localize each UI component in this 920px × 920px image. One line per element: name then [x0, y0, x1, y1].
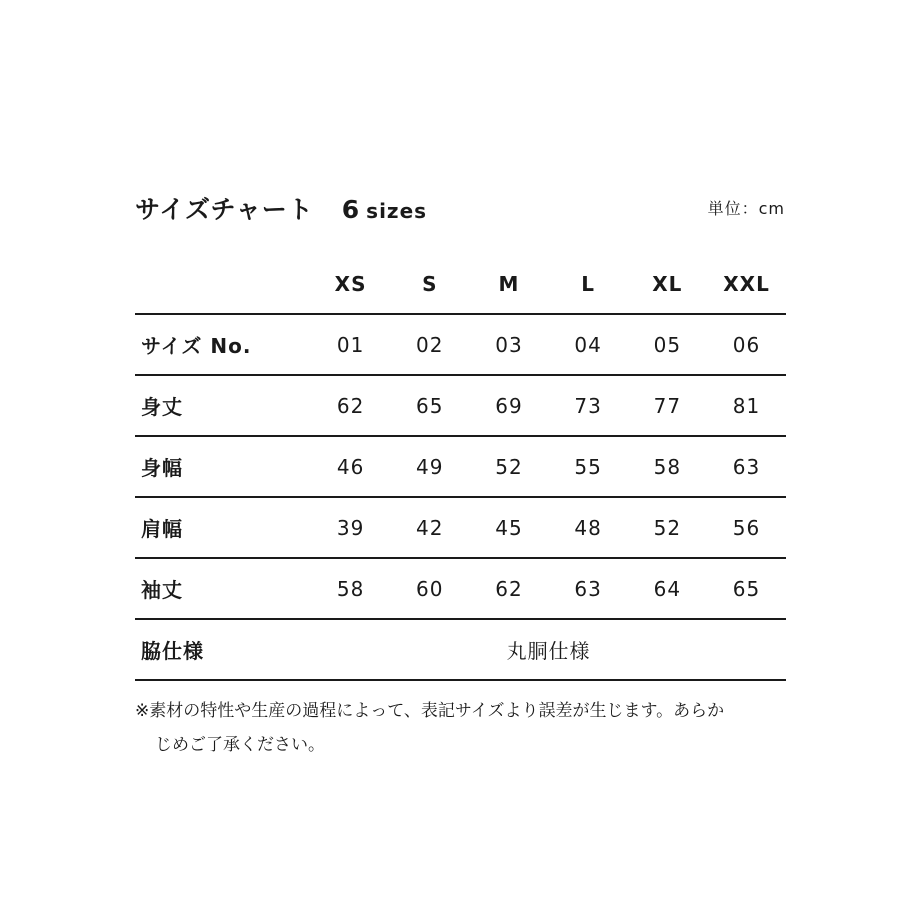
- table-row: [135, 497, 786, 558]
- table-cell: 01: [336, 332, 365, 357]
- table-cell: 05: [653, 332, 682, 357]
- table-cell: 45: [495, 515, 523, 540]
- side-seam-value: 丸胴仕様: [506, 639, 591, 663]
- footnote-line-1: ※素材の特性や生産の過程によって、表記サイズより誤差が生じます。あらか: [135, 701, 725, 721]
- chart-header: [135, 190, 785, 230]
- table-cell: 03: [495, 332, 523, 357]
- table-row: [135, 558, 786, 619]
- table-cell: 60: [416, 576, 444, 601]
- table-cell: 46: [336, 454, 365, 479]
- row-label: サイズ No.: [141, 334, 252, 358]
- table-cell: 42: [416, 515, 444, 540]
- table-row: [135, 314, 786, 375]
- table-cell: 69: [495, 393, 523, 418]
- table-cell: 63: [574, 576, 602, 601]
- row-label: 身丈: [141, 395, 183, 419]
- page-title: [135, 190, 427, 226]
- table-cell: 58: [653, 454, 682, 479]
- unit-label: 単位：cm: [707, 199, 785, 218]
- table-cell: 65: [416, 393, 444, 418]
- table-cell: 77: [653, 393, 682, 418]
- row-label: 身幅: [141, 456, 183, 480]
- table-cell: 73: [574, 393, 602, 418]
- size-header-row: [135, 254, 786, 314]
- side-seam-row: [135, 619, 786, 680]
- footnote: [135, 694, 785, 762]
- table-cell: 65: [732, 576, 761, 601]
- table-cell: 62: [495, 576, 523, 601]
- table-cell: 02: [416, 332, 444, 357]
- size-header-s: S: [422, 271, 438, 296]
- table-cell: 04: [574, 332, 602, 357]
- table-cell: 63: [732, 454, 761, 479]
- title-main: サイズチャート: [135, 195, 314, 224]
- row-label: 肩幅: [141, 517, 183, 541]
- size-chart-table: [135, 254, 786, 681]
- table-cell: 62: [336, 393, 365, 418]
- row-label: 袖丈: [141, 578, 183, 602]
- table-cell: 81: [732, 393, 761, 418]
- table-cell: 06: [732, 332, 761, 357]
- table-cell: 64: [653, 576, 682, 601]
- table-row: [135, 375, 786, 436]
- size-header-m: M: [498, 271, 520, 296]
- size-header-xs: XS: [334, 271, 367, 296]
- table-cell: 39: [336, 515, 365, 540]
- size-header-xxl: XXL: [723, 271, 770, 296]
- table-cell: 48: [574, 515, 602, 540]
- table-cell: 49: [416, 454, 444, 479]
- table-cell: 58: [336, 576, 365, 601]
- row-label: 脇仕様: [141, 639, 204, 663]
- header-empty-cell: [135, 254, 311, 314]
- title-suffix: sizes: [366, 199, 428, 223]
- title-size-count: 6: [341, 195, 361, 224]
- table-row: [135, 436, 786, 497]
- table-cell: 52: [495, 454, 523, 479]
- table-cell: 56: [732, 515, 761, 540]
- footnote-line-2: じめご了承ください。: [155, 735, 325, 755]
- table-cell: 55: [574, 454, 602, 479]
- size-header-l: L: [581, 271, 596, 296]
- table-cell: 52: [653, 515, 682, 540]
- size-header-xl: XL: [652, 271, 683, 296]
